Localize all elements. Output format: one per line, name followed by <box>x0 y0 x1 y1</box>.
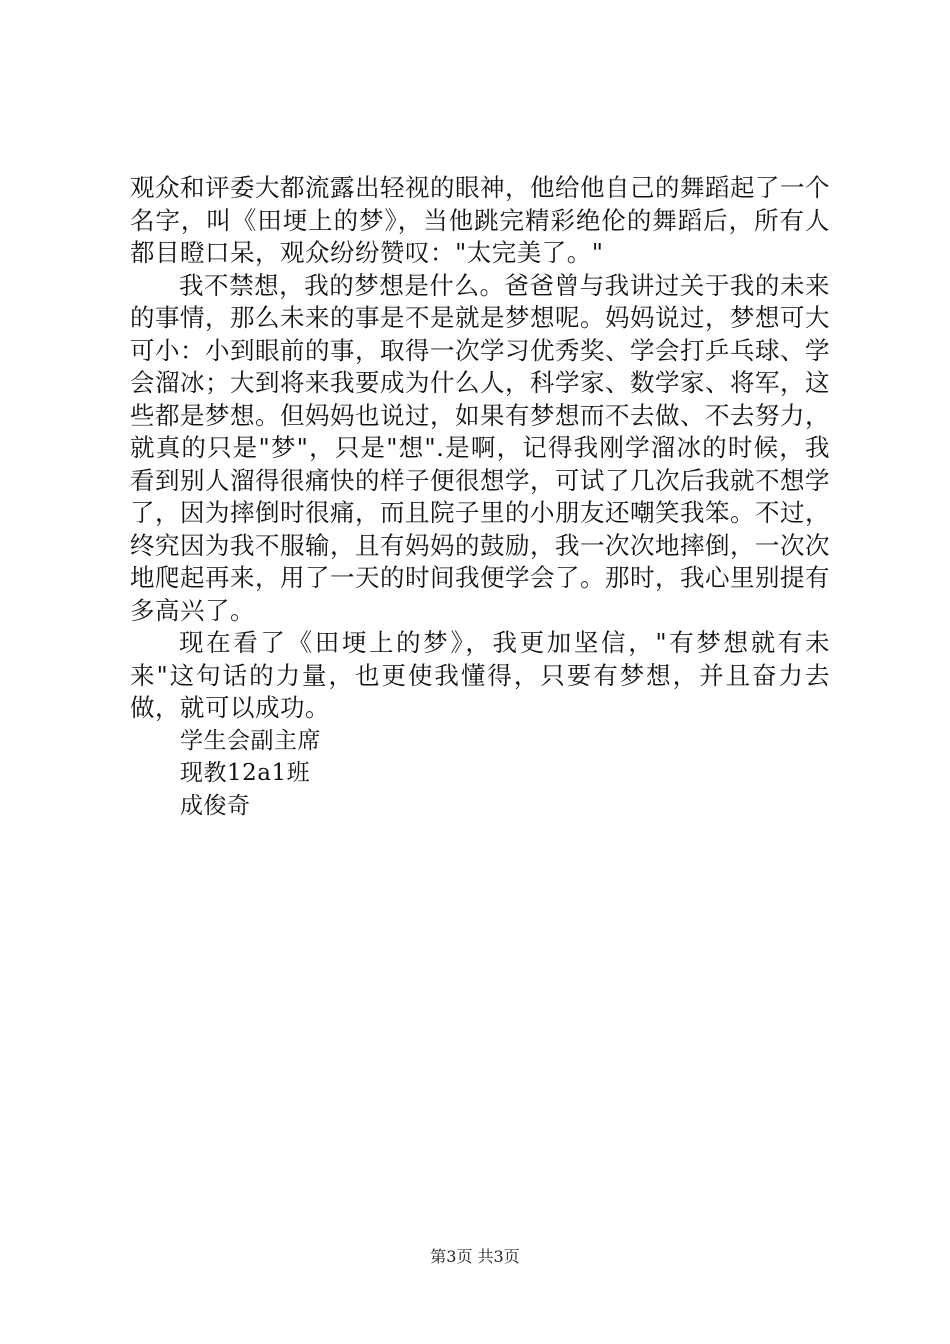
signature-name: 成俊奇 <box>180 792 251 819</box>
signature-block <box>130 725 830 823</box>
signature-class: 现教12a1班 <box>180 760 311 786</box>
page-footer: 第3页 共3页 <box>430 1247 520 1266</box>
document-body <box>130 172 830 822</box>
signature-title: 学生会副主席 <box>180 727 321 754</box>
paragraph-1: 观众和评委大都流露出轻视的眼神，他给他自己的舞蹈起了一个名字，叫《田埂上的梦》，当他跳完精彩绝伦的舞蹈后，所有人都目瞪口呆，观众纷纷赞叹："太完美了。" <box>130 173 830 267</box>
paragraph-3: 现在看了《田埂上的梦》，我更加坚信，"有梦想就有未来"这句话的力量，也更使我懂得，只要有梦想，并且奋力去做，就可以成功。 <box>130 628 830 722</box>
paragraph-2: 我不禁想，我的梦想是什么。爸爸曾与我讲过关于我的未来的事情，那么未来的事是不是就是梦想呢。妈妈说过，梦想可大可小：小到眼前的事，取得一次学习优秀奖、学会打乒乓球、学会溜冰；大到将来我要成为什么人，科学家、数学家、将军，这些都是梦想。但妈妈也说过，如果有梦想而不去做、不去努力，就真的只是"梦"，只是"想".是啊，记得我刚学溜冰的时候，我看到别人溜得很痛快的样子便很想学，可试了几次后我就不想学了，因为摔倒时很痛，而且院子里的小朋友还嘲笑我笨。不过，终究因为我不服输，且有妈妈的鼓励，我一次次地摔倒，一次次地爬起再来，用了一天的时间我便学会了。那时，我心里别提有多高兴了。 <box>130 270 830 625</box>
